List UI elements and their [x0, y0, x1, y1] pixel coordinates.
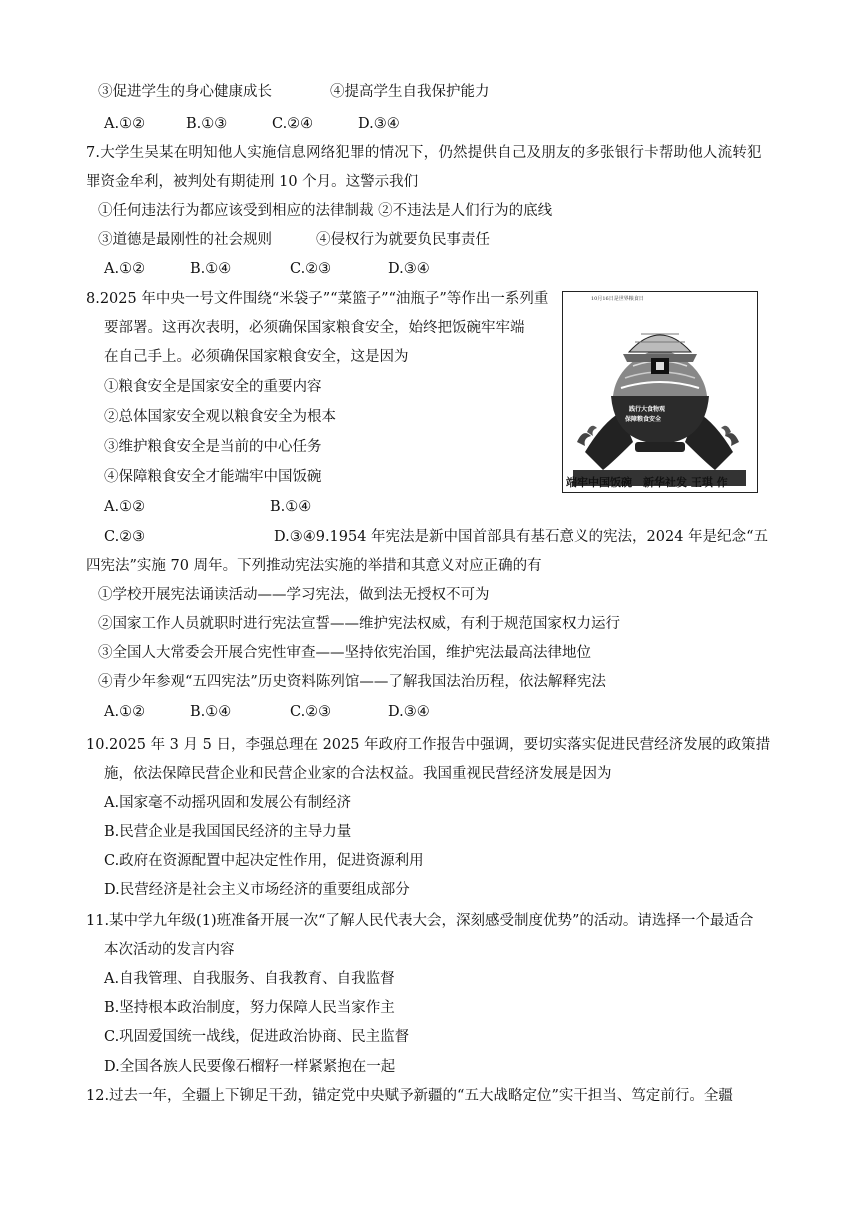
- q10-option-d: D.民营经济是社会主义市场经济的重要组成部分: [104, 882, 410, 898]
- cartoon-image: [562, 291, 758, 493]
- q9-choices: [104, 702, 430, 722]
- q7-option-line1: ①任何违法行为都应该受到相应的法律制裁 ②不违法是人们行为的底线: [98, 203, 553, 219]
- q9-choice-c: C.②③: [290, 704, 332, 720]
- cartoon-note: 10月16日是世界粮食日: [591, 296, 644, 302]
- q8-stem-line3: 在自己手上。必须确保国家粮食安全，这是因为: [104, 349, 409, 365]
- q12-stem-line1: 12.过去一年，全疆上下铆足干劲，锚定党中央赋予新疆的“五大战略定位”实干担当、笃定前行。全疆: [86, 1088, 733, 1104]
- q9-option-2: ②国家工作人员就职时进行宪法宣誓——维护宪法权威，有利于规范国家权力运行: [98, 616, 620, 632]
- q7-stem-line1: 7.大学生吴某在明知他人实施信息网络犯罪的情况下，仍然提供自己及朋友的多张银行卡帮助他人流转犯: [86, 145, 762, 161]
- q7-choice-c: C.②③: [290, 261, 332, 277]
- q11-option-b: B.坚持根本政治制度，努力保障人民当家作主: [104, 1000, 395, 1016]
- q7-choice-b: B.①④: [190, 261, 232, 277]
- q8-choice-d-and-q9-stem: D.③④9.1954 年宪法是新中国首部具有基石意义的宪法，2024 年是纪念“五: [274, 529, 768, 545]
- q8-choice-c: C.②③: [104, 529, 146, 545]
- q8-choice-b: B.①④: [270, 499, 312, 515]
- q6-choices: [104, 114, 400, 134]
- q9-stem-line2: 四宪法”实施 70 周年。下列推动宪法实施的举措和其意义对应正确的有: [86, 558, 542, 574]
- q8-option-1: ①粮食安全是国家安全的重要内容: [104, 379, 322, 395]
- q9-choice-a: A.①②: [104, 704, 146, 720]
- q10-stem-line1: 10.2025 年 3 月 5 日，李强总理在 2025 年政府工作报告中强调，要切实落实促进民营经济发展的政策措: [86, 737, 771, 753]
- q7-option-line2: [98, 230, 490, 250]
- q8-option-2: ②总体国家安全观以粮食安全为根本: [104, 409, 336, 425]
- q6-choice-a: A.①②: [104, 116, 146, 132]
- q11-stem-line1: 11.某中学九年级(1)班准备开展一次“了解人民代表大会，深刻感受制度优势”的活动。请选择一个最适合: [86, 913, 754, 929]
- q11-option-a: A.自我管理、自我服务、自我教育、自我监督: [104, 971, 395, 987]
- q8-stem-line2: 要部署。这再次表明，必须确保国家粮食安全，始终把饭碗牢牢端: [104, 320, 525, 336]
- cartoon-caption: 端牢中国饭碗 新华社发 王琪 作: [566, 476, 728, 489]
- q7-choices: [104, 259, 430, 279]
- q11-option-d: D.全国各族人民要像石榴籽一样紧紧抱在一起: [104, 1059, 396, 1075]
- q8-choice-a: A.①②: [104, 499, 146, 515]
- q8-stem-line1: 8.2025 年中央一号文件围绕“米袋子”“菜篮子”“油瓶子”等作出一系列重: [86, 291, 549, 307]
- q6-choice-b: B.①③: [186, 116, 228, 132]
- q7-choice-d: D.③④: [388, 261, 430, 277]
- q11-stem-line2: 本次活动的发言内容: [104, 942, 235, 958]
- q7-stem-line2: 罪资金牟利，被判处有期徒刑 10 个月。这警示我们: [86, 174, 419, 190]
- bowl-label-1: 践行大食物观: [629, 406, 666, 413]
- q6-option-3: ③促进学生的身心健康成长: [98, 84, 272, 100]
- q10-stem-line2: 施，依法保障民营企业和民营企业家的合法权益。我国重视民营经济发展是因为: [104, 766, 612, 782]
- q9-choice-b: B.①④: [190, 704, 232, 720]
- q7-choice-a: A.①②: [104, 261, 146, 277]
- q10-option-c: C.政府在资源配置中起决定性作用，促进资源利用: [104, 853, 424, 869]
- q6-option-4: ④提高学生自我保护能力: [330, 84, 490, 100]
- q6-choice-c: C.②④: [272, 116, 314, 132]
- q9-choice-d: D.③④: [388, 704, 430, 720]
- q11-option-c: C.巩固爱国统一战线，促进政治协商、民主监督: [104, 1029, 410, 1045]
- q9-option-3: ③全国人大常委会开展合宪性审查——坚持依宪治国，维护宪法最高法律地位: [98, 645, 591, 661]
- q10-option-a: A.国家毫不动摇巩固和发展公有制经济: [104, 795, 352, 811]
- q9-option-4: ④青少年参观“五四宪法”历史资料陈列馆——了解我国法治历程，依法解释宪法: [98, 674, 606, 690]
- bowl-label-2: 保障粮食安全: [625, 416, 662, 423]
- q7-option-4: ④侵权行为就要负民事责任: [316, 232, 490, 248]
- q9-option-1: ①学校开展宪法诵读活动——学习宪法，做到法无授权不可为: [98, 587, 490, 603]
- q10-option-b: B.民营企业是我国国民经济的主导力量: [104, 824, 352, 840]
- q7-option-3: ③道德是最刚性的社会规则: [98, 232, 272, 248]
- q8-option-3: ③维护粮食安全是当前的中心任务: [104, 439, 322, 455]
- bowl-illustration: [563, 292, 756, 491]
- q6-choice-d: D.③④: [358, 116, 400, 132]
- q8-option-4: ④保障粮食安全才能端牢中国饭碗: [104, 469, 322, 485]
- q6-options-line: [98, 82, 490, 102]
